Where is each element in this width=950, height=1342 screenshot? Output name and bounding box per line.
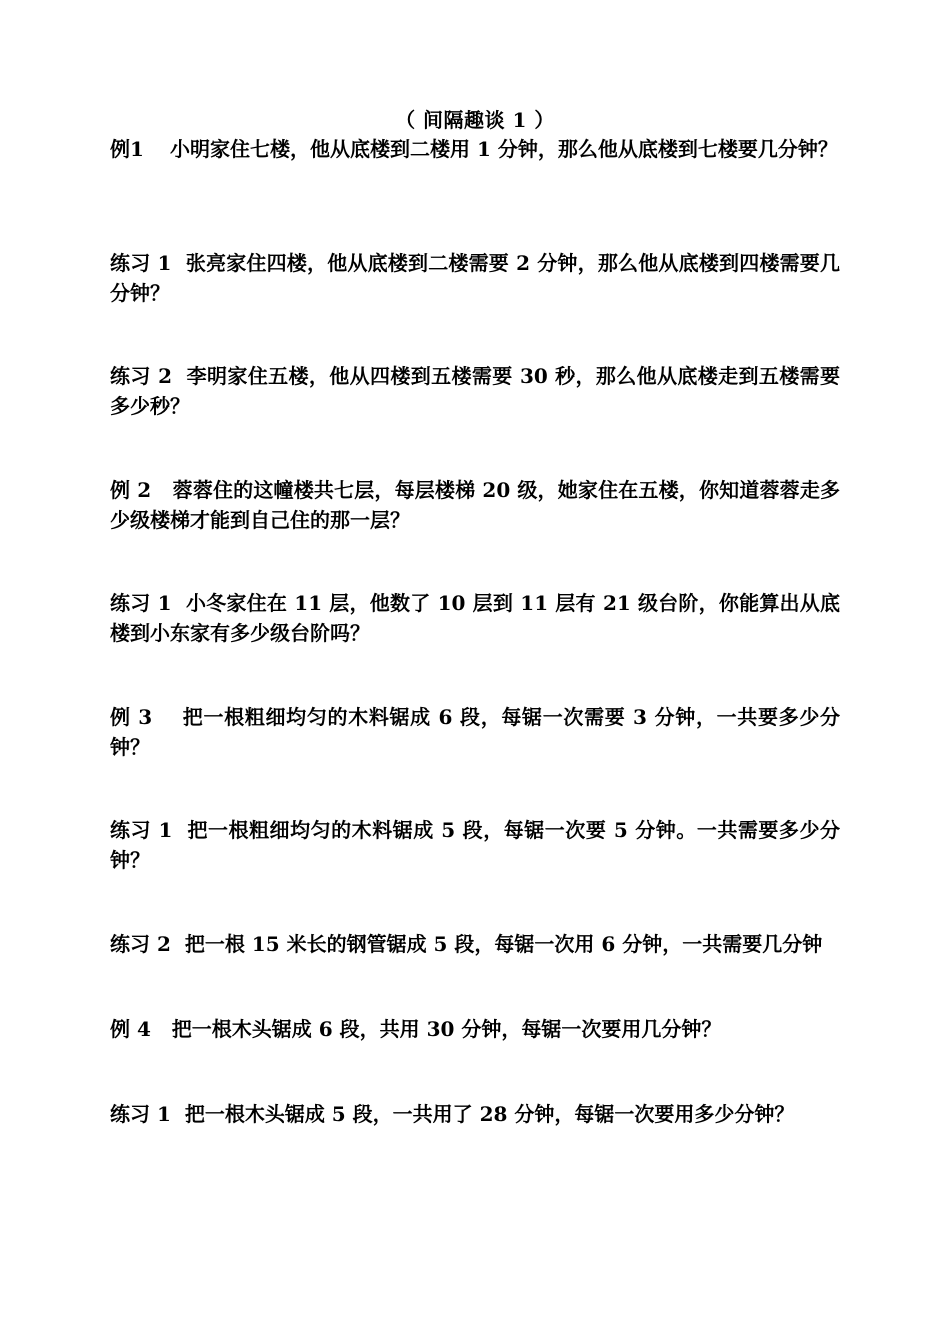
example-2: [110, 475, 840, 535]
item-label: 例 3: [110, 705, 153, 729]
example-3: [110, 702, 840, 762]
item-label: 练习 2: [110, 364, 172, 388]
exercise-3-1: [110, 815, 840, 875]
item-label: 练习 1: [110, 591, 172, 615]
exercise-3-2: [110, 929, 840, 959]
item-label: 例1: [110, 137, 144, 161]
item-text: 把一根粗细均匀的木料锯成 5 段，每锯一次要 5 分钟。一共需要多少分钟？: [110, 818, 840, 872]
example-4: [110, 1014, 840, 1044]
item-text: 把一根木头锯成 5 段，一共用了 28 分钟，每锯一次要用多少分钟？: [184, 1102, 795, 1126]
item-text: 把一根木头锯成 6 段，共用 30 分钟，每锯一次要用几分钟？: [171, 1017, 722, 1041]
item-text: 小冬家住在 11 层，他数了 10 层到 11 层有 21 级台阶，你能算出从底楼到小东家有多少级台阶吗？: [110, 591, 840, 645]
item-text: 蓉蓉住的这幢楼共七层，每层楼梯 20 级，她家住在五楼，你知道蓉蓉走多少级楼梯才能到自己住的那一层？: [110, 478, 840, 532]
item-label: 练习 1: [110, 251, 172, 275]
item-label: 练习 1: [110, 818, 173, 842]
exercise-1-1: [110, 248, 840, 308]
exercise-1-2: [110, 361, 840, 421]
item-text: 李明家住五楼，他从四楼到五楼需要 30 秒，那么他从底楼走到五楼需要多少秒？: [110, 364, 840, 418]
page-title: （ 间隔趣谈 1 ）: [395, 108, 555, 132]
item-text: 小明家住七楼，他从底楼到二楼用 1 分钟，那么他从底楼到七楼要几分钟？: [170, 137, 838, 161]
item-text: 把一根粗细均匀的木料锯成 6 段，每锯一次需要 3 分钟，一共要多少分钟？: [110, 705, 840, 759]
item-text: 张亮家住四楼，他从底楼到二楼需要 2 分钟，那么他从底楼到四楼需要几分钟？: [110, 251, 840, 305]
item-label: 练习 2: [110, 932, 171, 956]
item-label: 例 2: [110, 478, 152, 502]
item-text: 把一根 15 米长的钢管锯成 5 段，每锯一次用 6 分钟，一共需要几分钟: [184, 932, 823, 956]
item-label: 例 4: [110, 1017, 151, 1041]
item-label: 练习 1: [110, 1102, 171, 1126]
exercise-2-1: [110, 588, 840, 648]
exercise-4-1: [110, 1099, 840, 1129]
example-1: [110, 134, 840, 164]
